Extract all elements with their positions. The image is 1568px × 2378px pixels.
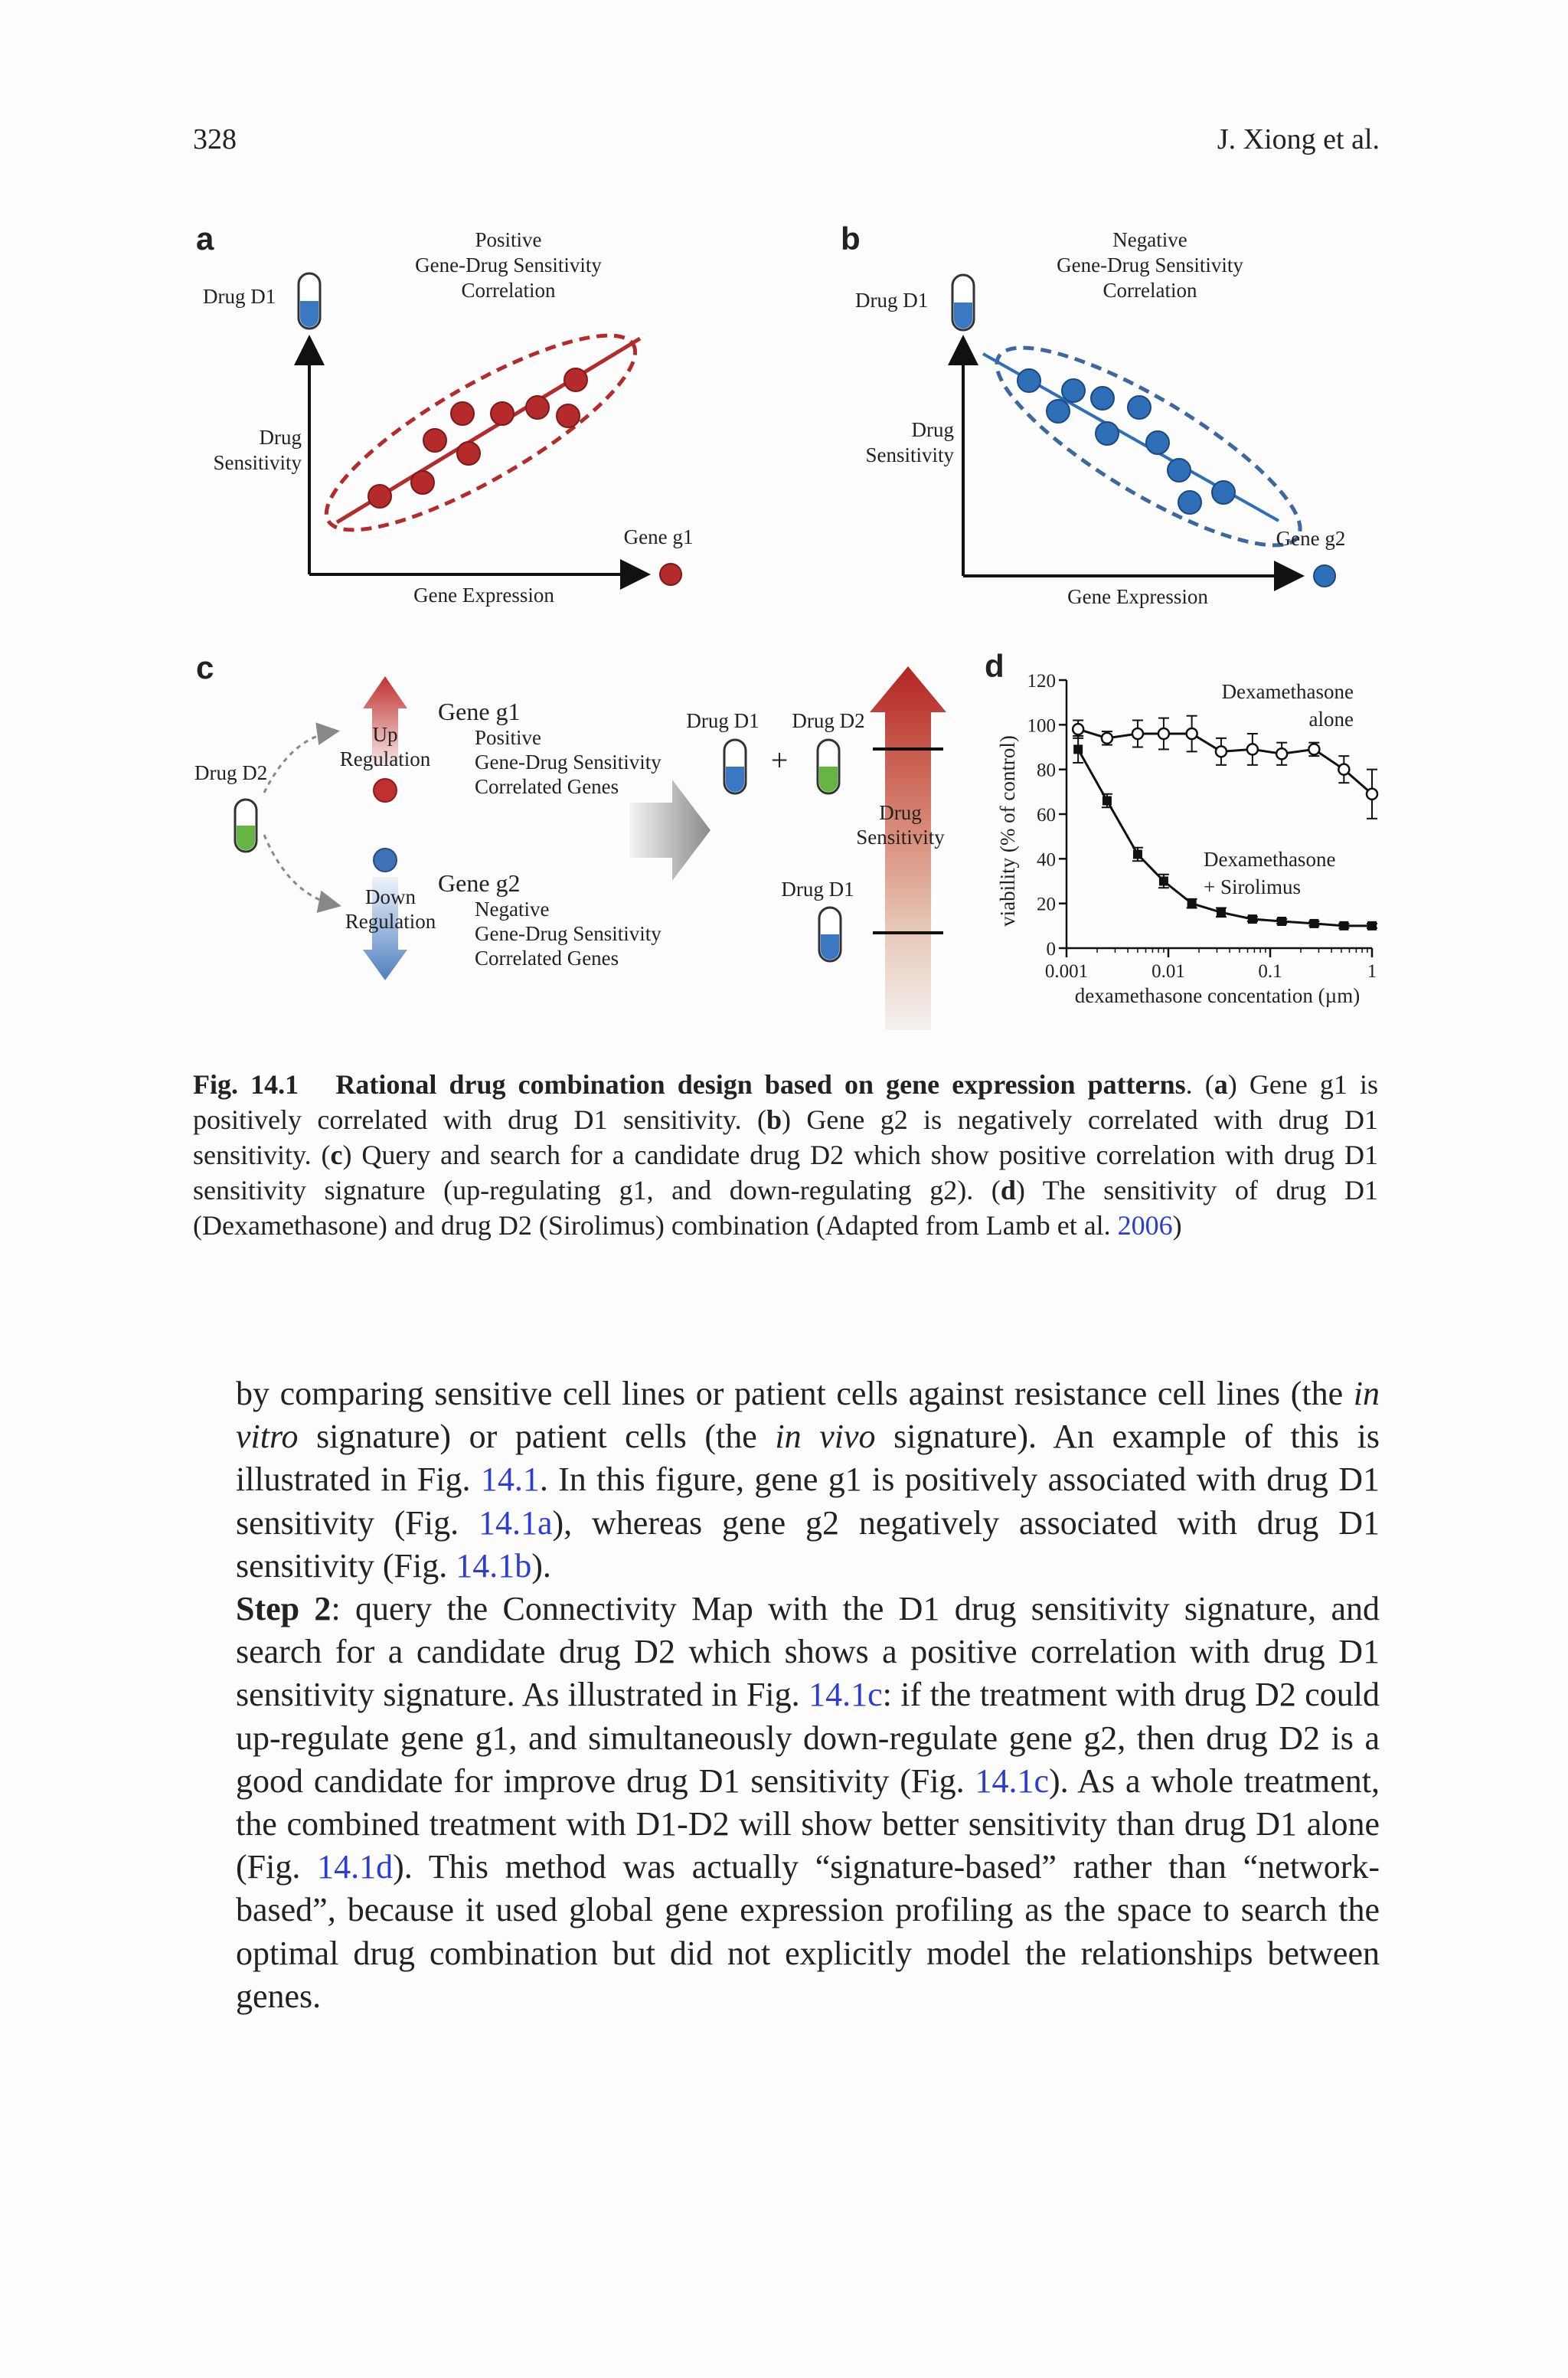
caption-panel-ref: d	[1000, 1175, 1016, 1205]
data-point	[1339, 921, 1348, 931]
figure-link[interactable]: 14.1	[480, 1460, 540, 1499]
gene-g1-desc-1: Positive	[475, 726, 542, 749]
y-tick-label: 80	[1037, 760, 1056, 781]
panel-b-point	[1146, 431, 1169, 454]
panel-b	[841, 221, 1345, 608]
combo-drug-d1-label: Drug D1	[686, 709, 760, 732]
text-run: by comparing sensitive cell lines or patient cells against resistance cell lines (the	[236, 1375, 1354, 1412]
x-tick-label: 0.1	[1258, 961, 1282, 982]
panel-c-letter: c	[196, 649, 214, 685]
y-tick-label: 60	[1037, 805, 1056, 826]
panel-a-ylabel-1: Drug	[259, 426, 302, 449]
plus-sign: +	[770, 743, 789, 777]
panel-b-letter: b	[841, 221, 861, 257]
panel-b-point	[1128, 396, 1151, 419]
up-regulation-label-1: Up	[372, 723, 398, 746]
panel-a-point	[423, 429, 446, 452]
figure-link[interactable]: 14.1a	[478, 1503, 553, 1542]
x-tick-label: 0.01	[1152, 961, 1185, 982]
figure-link[interactable]: 14.1c	[808, 1676, 883, 1714]
caption-text: ) Query and search for a candidate drug D2 which show positive correlation with drug D1 sensitivity signature (up-regulating g1, and down-regulating g2). (	[193, 1140, 1378, 1205]
legend-combo-2: + Sirolimus	[1204, 875, 1301, 898]
caption-text: ) The sensitivity of drug D1 (Dexamethasone) and drug D2 (Sirolimus) combination (Adapted from Lamb et al.	[193, 1175, 1378, 1241]
gene-g2-label: Gene g2	[438, 869, 521, 897]
caption-panel-ref: c	[330, 1140, 343, 1170]
x-tick-label: 0.001	[1044, 961, 1089, 982]
panel-d	[985, 648, 1377, 1007]
panel-b-title-1: Negative	[1112, 228, 1187, 251]
data-point	[1367, 789, 1377, 800]
gene-g2-desc-3: Correlated Genes	[475, 947, 619, 970]
data-point	[1102, 733, 1112, 744]
text-run: signature) or patient cells (the	[298, 1418, 776, 1456]
data-point	[1217, 908, 1226, 917]
figure-link[interactable]: 14.1b	[456, 1546, 532, 1585]
panel-a-point	[457, 442, 480, 465]
y-tick-label: 20	[1037, 894, 1056, 915]
panel-b-ylabel-1: Drug	[911, 418, 954, 441]
caption-panel-ref: b	[766, 1104, 782, 1135]
panel-a-letter: a	[196, 221, 214, 257]
panel-d-ylabel: viability (% of control)	[996, 735, 1019, 927]
panel-a-point	[557, 404, 580, 427]
panel-b-title-2: Gene-Drug Sensitivity	[1057, 254, 1243, 276]
panel-b-point	[1018, 369, 1040, 392]
panel-a-xlabel: Gene Expression	[413, 584, 554, 607]
bottom-drug-d1-label: Drug D1	[781, 878, 854, 901]
panel-a-point	[564, 368, 587, 391]
panel-b-point	[1212, 481, 1235, 504]
panel-a	[196, 221, 693, 607]
panel-b-gene-label: Gene g2	[1276, 527, 1346, 550]
scale-label-2: Sensitivity	[856, 826, 945, 849]
transition-arrow	[629, 780, 710, 881]
combo-drug-d2-label: Drug D2	[792, 709, 865, 732]
page-number: 328	[193, 123, 237, 155]
gene-g1-icon	[374, 779, 397, 802]
text-run-italic: in vivo	[775, 1418, 876, 1456]
panel-d-letter: d	[985, 648, 1004, 684]
panel-b-point	[1062, 379, 1085, 402]
data-point	[1309, 919, 1318, 928]
panel-b-title-3: Correlation	[1102, 279, 1197, 302]
figure-14-1	[0, 0, 1568, 1042]
figure-link[interactable]: 14.1c	[975, 1761, 1050, 1800]
data-point	[1073, 724, 1083, 734]
panel-b-point	[1047, 400, 1070, 423]
paragraph	[236, 1372, 1380, 1588]
panel-b-point	[1178, 491, 1201, 514]
text-run: ), whereas gene g2 negatively associated with drug D1 sensitivity (Fig.	[236, 1503, 1380, 1585]
panel-b-point	[1168, 459, 1191, 482]
running-header-authors: J. Xiong et al.	[1217, 123, 1380, 155]
y-tick-label: 40	[1037, 849, 1056, 871]
data-point	[1247, 744, 1258, 754]
drug-d1-capsule-icon	[299, 273, 320, 329]
text-run: signature). An example of this is illustrated in Fig.	[236, 1418, 1380, 1499]
down-regulation-path	[264, 835, 337, 905]
panel-b-drug-label: Drug D1	[855, 289, 929, 312]
panel-c-drug-d2-label: Drug D2	[194, 761, 268, 784]
text-run: ).	[531, 1546, 551, 1585]
text-run: . In this figure, gene g1 is positively associated with drug D1 sensitivity (Fig.	[236, 1460, 1380, 1542]
panel-a-point	[526, 396, 549, 419]
panel-a-correlation-ellipse	[305, 303, 657, 561]
down-regulation-label-2: Regulation	[345, 910, 436, 933]
down-regulation-label-1: Down	[365, 885, 416, 908]
drug-d2-capsule-icon	[818, 740, 839, 793]
panel-a-point	[368, 485, 391, 508]
y-tick-label: 100	[1027, 715, 1056, 737]
panel-c	[194, 649, 946, 1030]
series-line	[1078, 749, 1372, 925]
up-regulation-label-2: Regulation	[339, 747, 431, 770]
caption-text: )	[1172, 1210, 1182, 1241]
data-point	[1187, 899, 1197, 908]
caption-title: Rational drug combination design based on gene expression patterns	[335, 1069, 1186, 1100]
drug-d2-capsule-icon	[235, 800, 256, 852]
gene-g1-icon	[660, 564, 681, 585]
scale-label-1: Drug	[879, 801, 922, 824]
gene-g2-icon	[1314, 565, 1335, 587]
text-run: : if the treatment with drug D2 could up-regulate gene g1, and simultaneously down-regulate gene g2, then drug D2 is a good candidate for improve drug D1 sensitivity (Fig.	[236, 1676, 1380, 1800]
data-point	[1308, 744, 1319, 754]
panel-a-point	[411, 471, 434, 494]
data-point	[1338, 764, 1349, 775]
legend-alone-1: Dexamethasone	[1221, 680, 1354, 703]
drug-d1-capsule-icon	[952, 275, 974, 330]
caption-text: ) Gene g1 is positively correlated with drug D1 sensitivity. (	[193, 1069, 1378, 1135]
x-tick-label: 1	[1367, 961, 1377, 982]
figure-link[interactable]: 14.1d	[317, 1848, 394, 1886]
panel-b-xlabel: Gene Expression	[1067, 585, 1208, 608]
panel-a-point	[451, 402, 474, 425]
data-point	[1248, 914, 1257, 924]
data-point	[1187, 728, 1197, 739]
panel-a-title-2: Gene-Drug Sensitivity	[415, 254, 602, 276]
caption-panel-ref: a	[1214, 1069, 1228, 1100]
gene-g1-desc-2: Gene-Drug Sensitivity	[475, 751, 662, 774]
body-text	[236, 1372, 1380, 2018]
step-label: Step 2	[236, 1590, 332, 1628]
panel-a-ylabel-2: Sensitivity	[213, 451, 302, 474]
caption-text: . (	[1185, 1069, 1214, 1100]
data-point	[1158, 728, 1169, 739]
caption-text: ) Gene g2 is negatively correlated with drug D1 sensitivity. (	[193, 1104, 1379, 1170]
panel-b-point	[1091, 387, 1114, 410]
panel-a-point	[491, 402, 514, 425]
text-run: ). As a whole treatment, the combined treatment with D1-D2 will show better sensitivity than drug D1 alone (Fig.	[236, 1761, 1380, 1886]
legend-alone-2: alone	[1308, 708, 1354, 731]
citation-link[interactable]: 2006	[1117, 1210, 1173, 1241]
y-tick-label: 0	[1046, 939, 1056, 960]
legend-combo-1: Dexamethasone	[1204, 848, 1336, 871]
panel-a-gene-label: Gene g1	[623, 525, 694, 548]
panel-d-xlabel: dexamethasone concentation (µm)	[1074, 984, 1361, 1007]
text-run-italic: in vitro	[236, 1375, 1380, 1456]
data-point	[1276, 748, 1287, 759]
gene-g1-label: Gene g1	[438, 698, 521, 725]
data-point	[1216, 746, 1227, 757]
panel-a-drug-label: Drug D1	[203, 285, 276, 308]
panel-b-point	[1096, 422, 1119, 445]
gene-g1-desc-3: Correlated Genes	[475, 775, 619, 798]
drug-d1-capsule-icon	[724, 740, 746, 793]
gene-g2-desc-1: Negative	[475, 898, 550, 921]
data-point	[1277, 917, 1286, 926]
panel-b-ylabel-2: Sensitivity	[865, 443, 954, 466]
data-point	[1073, 744, 1083, 754]
text-run: : query the Connectivity Map with the D1 drug sensitivity signature, and search for a candidate drug D2 which shows a positive correlation with drug D1 sensitivity signature. As illustrated in Fig.	[236, 1590, 1380, 1714]
data-point	[1159, 877, 1168, 886]
series-line	[1078, 729, 1372, 794]
figure-caption	[193, 1067, 1378, 1243]
gene-g2-desc-2: Gene-Drug Sensitivity	[475, 922, 662, 945]
data-point	[1367, 921, 1377, 931]
paragraph	[236, 1588, 1380, 2018]
gene-g2-icon	[374, 849, 397, 872]
data-point	[1132, 728, 1143, 739]
panel-a-title-3: Correlation	[461, 279, 556, 302]
drug-d1-capsule-icon	[819, 908, 841, 961]
up-regulation-path	[264, 731, 335, 793]
y-tick-label: 120	[1027, 671, 1056, 692]
data-point	[1133, 850, 1142, 859]
text-run: ). This method was actually “signature-based” rather than “network-based”, because it used global gene expression profiling as the space to search the optimal drug combination but did not explicitly model the relationships between genes.	[236, 1848, 1380, 2015]
caption-label: Fig. 14.1	[193, 1069, 299, 1100]
panel-a-title-1: Positive	[475, 228, 542, 251]
data-point	[1102, 796, 1112, 806]
